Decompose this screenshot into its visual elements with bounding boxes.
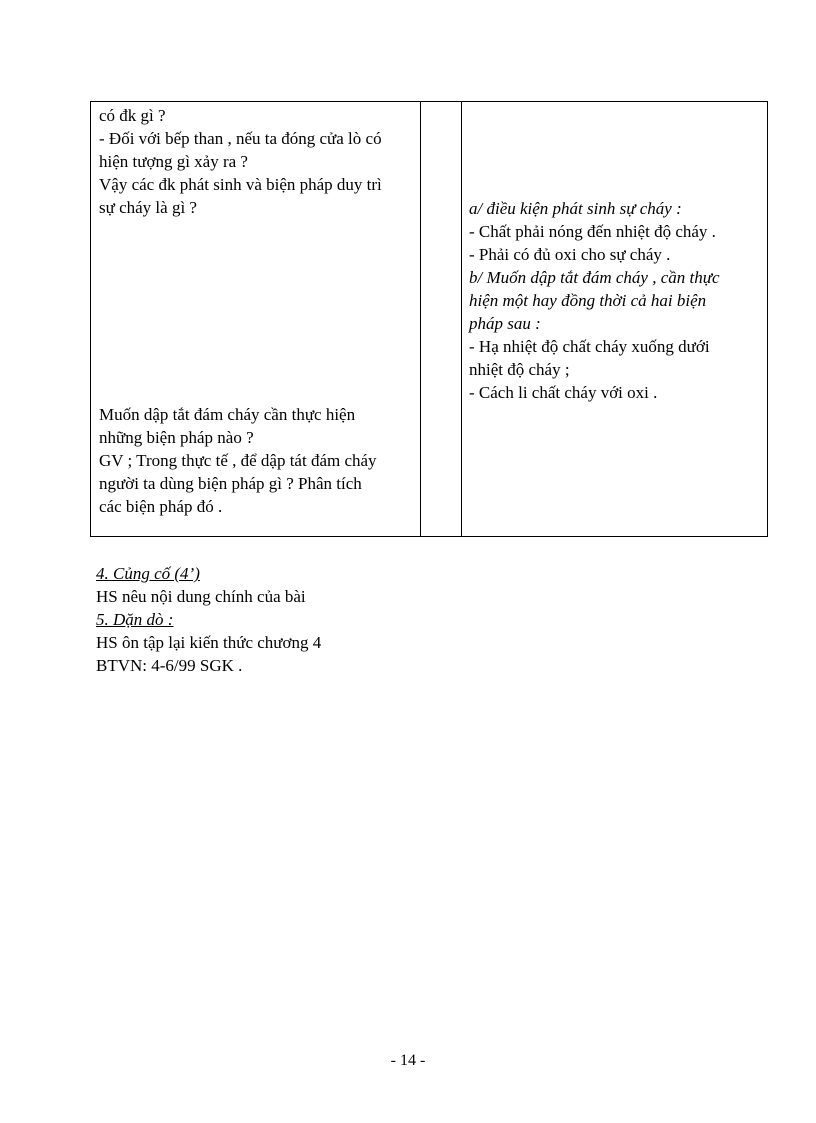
page-number: - 14 - [390,1052,426,1069]
measures-heading: pháp sau : [469,314,541,333]
question-line: những biện pháp nào ? [99,428,254,447]
condition-item: - Phải có đủ oxi cho sự cháy . [469,245,671,264]
section-4-heading: 4. Củng cố (4’) [96,564,200,583]
question-line: Vậy các đk phát sinh và biện pháp duy trì [99,175,382,194]
question-line: người ta dùng biện pháp gì ? Phân tích [99,474,362,493]
condition-item: - Chất phải nóng đến nhiệt độ cháy . [469,222,716,241]
column-divider [420,102,421,536]
question-line: GV ; Trong thực tế , để dập tát đám cháy [99,451,377,470]
section-5-heading: 5. Dặn dò : [96,610,174,629]
measure-item: - Hạ nhiệt độ chất cháy xuống dưới [469,337,710,356]
question-line: Muốn dập tắt đám cháy cần thực hiện [99,405,356,424]
question-line: sự cháy là gì ? [99,198,197,217]
section-5-text: BTVN: 4-6/99 SGK . [96,656,243,675]
section-4-text: HS nêu nội dung chính của bài [96,587,306,606]
closing-sections [96,562,321,677]
question-line: - Đối với bếp than , nếu ta đóng cửa lò có [99,129,382,148]
column-divider [461,102,462,536]
content-column [469,197,765,404]
section-5-text: HS ôn tập lại kiến thức chương 4 [96,633,322,652]
question-line: hiện tượng gì xảy ra ? [99,152,248,171]
conditions-heading: a/ điều kiện phát sinh sự cháy : [469,199,682,218]
measure-item: nhiệt độ cháy ; [469,360,570,379]
question-line: các biện pháp đó . [99,497,223,516]
question-line: có đk gì ? [99,106,166,125]
measure-item: - Cách li chất cháy với oxi . [469,383,658,402]
measures-heading: hiện một hay đồng thời cả hai biện [469,291,707,310]
measures-heading: b/ Muốn dập tắt đám cháy , cần thực [469,268,720,287]
teacher-questions-column [99,104,417,518]
lesson-table [90,101,768,537]
